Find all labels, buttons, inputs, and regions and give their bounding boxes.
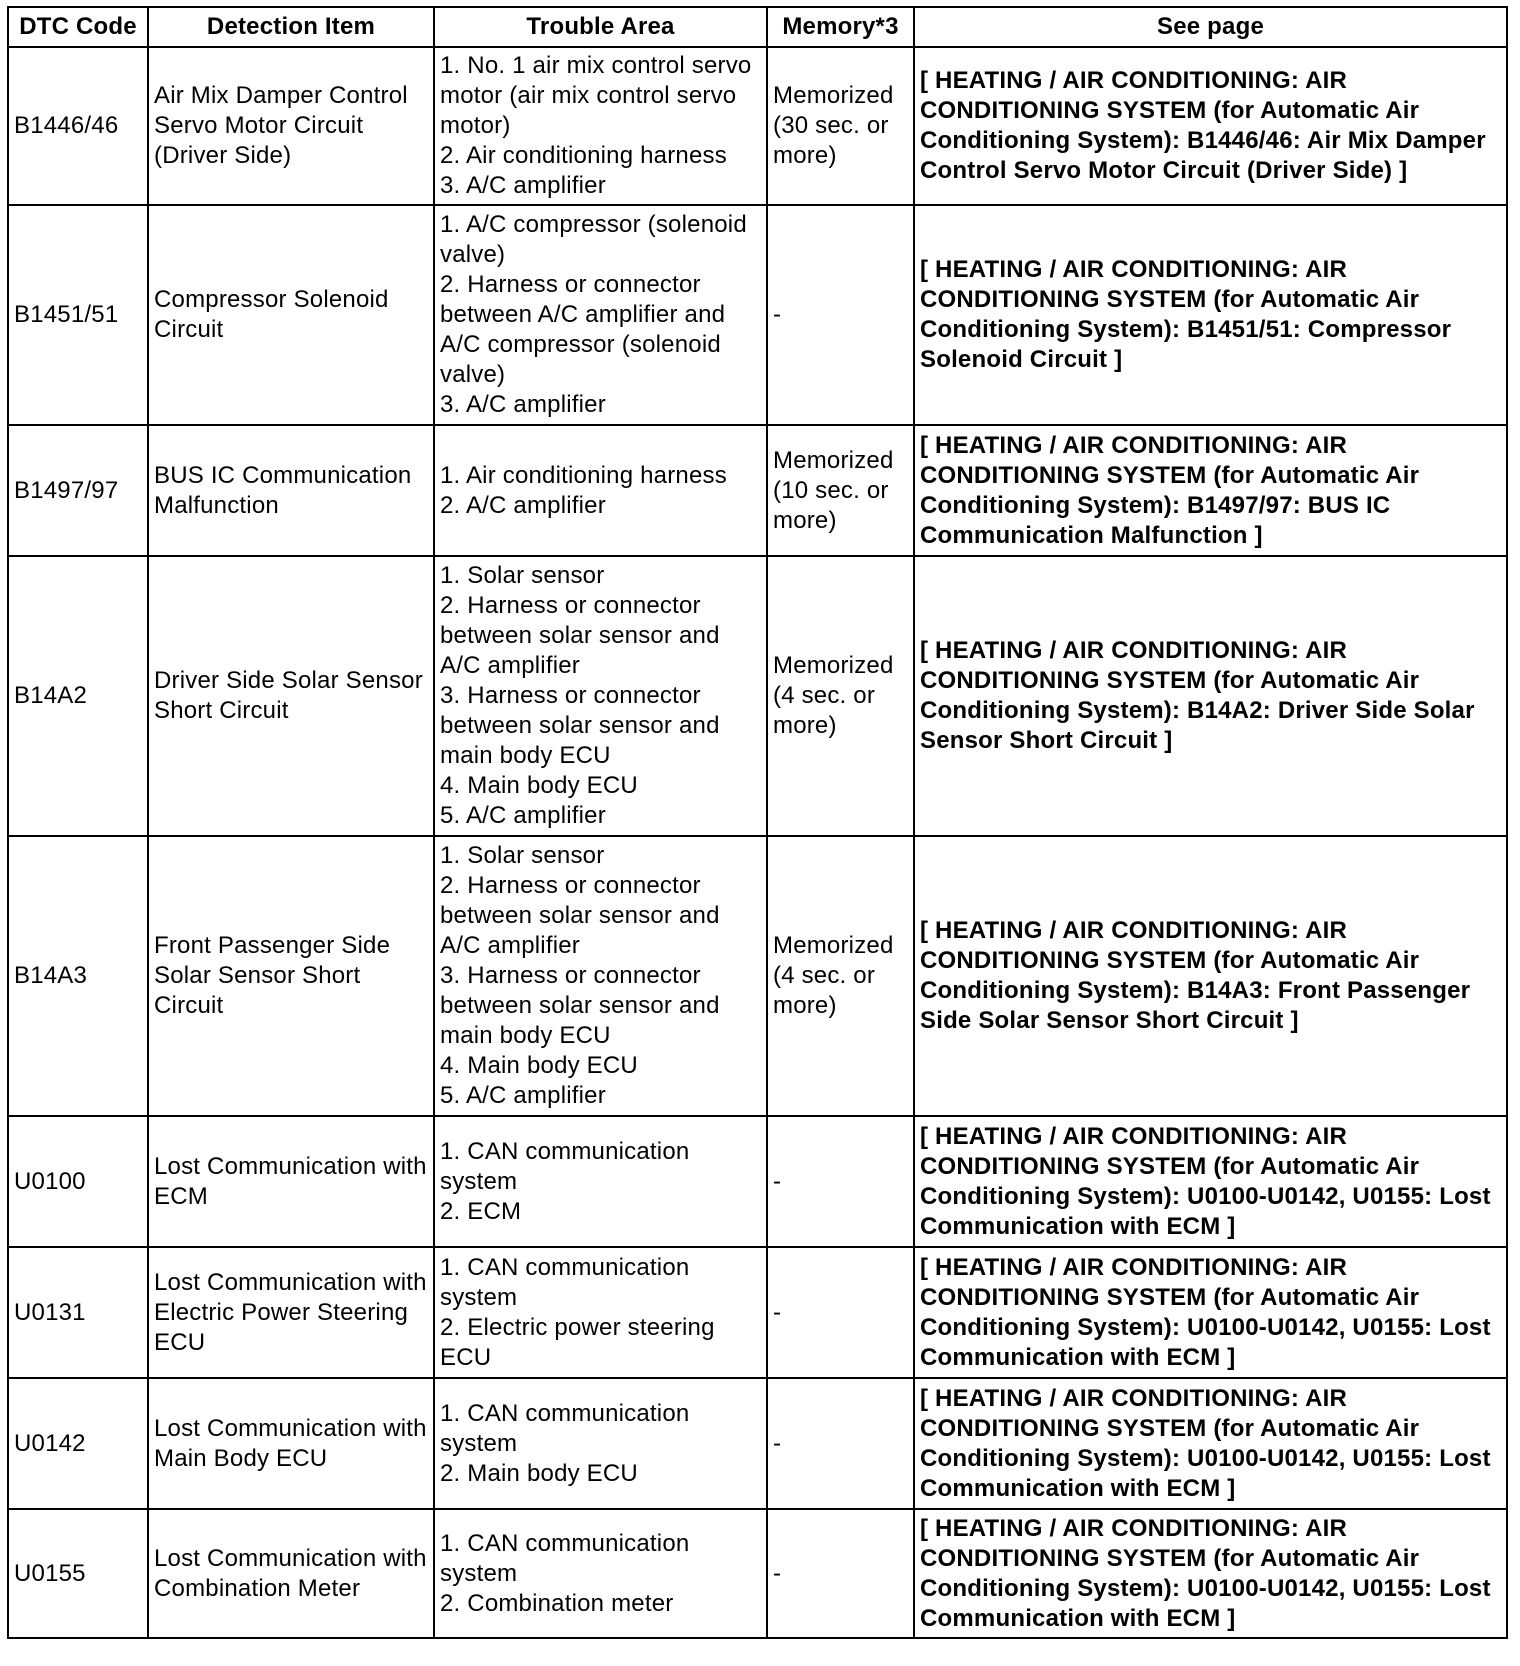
trouble-area-cell (434, 205, 767, 425)
header-memory: Memory*3 (767, 7, 914, 47)
table-row (8, 1378, 1507, 1509)
dtc-table (7, 6, 1508, 1639)
detection-item-cell: Lost Communication with ECM (148, 1116, 434, 1247)
see-page-link[interactable]: [ HEATING / AIR CONDITIONING: AIR CONDITIONING SYSTEM (for Automatic Air Conditioning System): U0100-U0142, U0155: Lost Communication with ECM ] (914, 1247, 1507, 1378)
trouble-area-item: 1. A/C compressor (solenoid valve) (440, 211, 747, 268)
dtc-code-cell: B1497/97 (8, 425, 148, 556)
trouble-area-cell (434, 1509, 767, 1638)
dtc-code-cell: B14A3 (8, 836, 148, 1116)
trouble-area-item: 2. Combination meter (440, 1589, 674, 1617)
dtc-code-cell: U0131 (8, 1247, 148, 1378)
trouble-area-cell (434, 1247, 767, 1378)
dtc-code-cell: B1451/51 (8, 205, 148, 425)
trouble-area-item: 1. CAN communication system (440, 1529, 690, 1587)
table-row (8, 47, 1507, 205)
trouble-area-item: 3. Harness or connector between solar sensor and main body ECU (440, 962, 720, 1049)
memory-cell: Memorized (30 sec. or more) (767, 47, 914, 205)
header-trouble-area: Trouble Area (434, 7, 767, 47)
memory-cell: - (767, 1116, 914, 1247)
table-row (8, 425, 1507, 556)
trouble-area-item: 1. CAN communication system (440, 1399, 690, 1457)
see-page-link[interactable]: [ HEATING / AIR CONDITIONING: AIR CONDITIONING SYSTEM (for Automatic Air Conditioning System): B14A2: Driver Side Solar Sensor Short Circuit ] (914, 556, 1507, 836)
trouble-area-item: 1. Solar sensor (440, 562, 605, 589)
see-page-link[interactable]: [ HEATING / AIR CONDITIONING: AIR CONDITIONING SYSTEM (for Automatic Air Conditioning System): U0100-U0142, U0155: Lost Communication with ECM ] (914, 1378, 1507, 1509)
dtc-code-cell: B1446/46 (8, 47, 148, 205)
dtc-code-cell: B14A2 (8, 556, 148, 836)
table-row (8, 836, 1507, 1116)
see-page-link[interactable]: [ HEATING / AIR CONDITIONING: AIR CONDITIONING SYSTEM (for Automatic Air Conditioning System): U0100-U0142, U0155: Lost Communication with ECM ] (914, 1509, 1507, 1638)
table-row (8, 556, 1507, 836)
see-page-link[interactable]: [ HEATING / AIR CONDITIONING: AIR CONDITIONING SYSTEM (for Automatic Air Conditioning System): B1446/46: Air Mix Damper Control Servo Motor Circuit (Driver Side) ] (914, 47, 1507, 205)
trouble-area-item: 1. CAN communication system (440, 1137, 690, 1195)
dtc-code-cell: U0100 (8, 1116, 148, 1247)
table-row (8, 1247, 1507, 1378)
table-row (8, 1116, 1507, 1247)
table-row (8, 205, 1507, 425)
trouble-area-item: 5. A/C amplifier (440, 802, 606, 829)
see-page-link[interactable]: [ HEATING / AIR CONDITIONING: AIR CONDITIONING SYSTEM (for Automatic Air Conditioning System): B1451/51: Compressor Solenoid Circuit ] (914, 205, 1507, 425)
trouble-area-item: 1. No. 1 air mix control servo motor (air mix control servo motor) (440, 52, 752, 139)
trouble-area-item: 2. A/C amplifier (440, 491, 606, 519)
table-row (8, 1509, 1507, 1638)
trouble-area-item: 5. A/C amplifier (440, 1082, 606, 1109)
detection-item-cell: Front Passenger Side Solar Sensor Short Circuit (148, 836, 434, 1116)
detection-item-cell: Air Mix Damper Control Servo Motor Circuit (Driver Side) (148, 47, 434, 205)
trouble-area-cell (434, 836, 767, 1116)
trouble-area-item: 2. Harness or connector between solar sensor and A/C amplifier (440, 592, 720, 679)
memory-cell: - (767, 1247, 914, 1378)
detection-item-cell: Lost Communication with Electric Power Steering ECU (148, 1247, 434, 1378)
trouble-area-item: 2. Main body ECU (440, 1459, 638, 1487)
dtc-code-cell: U0155 (8, 1509, 148, 1638)
trouble-area-item: 1. Air conditioning harness (440, 461, 727, 489)
trouble-area-item: 3. Harness or connector between solar sensor and main body ECU (440, 682, 720, 769)
header-row (8, 7, 1507, 47)
detection-item-cell: Lost Communication with Combination Meter (148, 1509, 434, 1638)
memory-cell: - (767, 205, 914, 425)
dtc-code-cell: U0142 (8, 1378, 148, 1509)
trouble-area-cell (434, 1116, 767, 1247)
header-detection-item: Detection Item (148, 7, 434, 47)
trouble-area-item: 3. A/C amplifier (440, 391, 606, 418)
trouble-area-item: 1. CAN communication system (440, 1253, 690, 1311)
detection-item-cell: Compressor Solenoid Circuit (148, 205, 434, 425)
see-page-link[interactable]: [ HEATING / AIR CONDITIONING: AIR CONDITIONING SYSTEM (for Automatic Air Conditioning System): B14A3: Front Passenger Side Solar Sensor Short Circuit ] (914, 836, 1507, 1116)
trouble-area-item: 3. A/C amplifier (440, 172, 606, 199)
see-page-link[interactable]: [ HEATING / AIR CONDITIONING: AIR CONDITIONING SYSTEM (for Automatic Air Conditioning System): B1497/97: BUS IC Communication Malfunction ] (914, 425, 1507, 556)
trouble-area-item: 4. Main body ECU (440, 1052, 638, 1079)
detection-item-cell: BUS IC Communication Malfunction (148, 425, 434, 556)
see-page-link[interactable]: [ HEATING / AIR CONDITIONING: AIR CONDITIONING SYSTEM (for Automatic Air Conditioning System): U0100-U0142, U0155: Lost Communication with ECM ] (914, 1116, 1507, 1247)
trouble-area-cell (434, 556, 767, 836)
trouble-area-item: 2. Air conditioning harness (440, 142, 727, 169)
header-dtc-code: DTC Code (8, 7, 148, 47)
memory-cell: Memorized (4 sec. or more) (767, 556, 914, 836)
trouble-area-item: 2. ECM (440, 1197, 522, 1225)
detection-item-cell: Lost Communication with Main Body ECU (148, 1378, 434, 1509)
memory-cell: - (767, 1509, 914, 1638)
trouble-area-item: 1. Solar sensor (440, 842, 605, 869)
trouble-area-item: 2. Electric power steering ECU (440, 1313, 715, 1371)
memory-cell: Memorized (4 sec. or more) (767, 836, 914, 1116)
detection-item-cell: Driver Side Solar Sensor Short Circuit (148, 556, 434, 836)
memory-cell: Memorized (10 sec. or more) (767, 425, 914, 556)
trouble-area-item: 2. Harness or connector between solar sensor and A/C amplifier (440, 872, 720, 959)
trouble-area-item: 4. Main body ECU (440, 772, 638, 799)
trouble-area-item: 2. Harness or connector between A/C amplifier and A/C compressor (solenoid valve) (440, 271, 726, 388)
trouble-area-cell (434, 425, 767, 556)
trouble-area-cell (434, 47, 767, 205)
trouble-area-cell (434, 1378, 767, 1509)
memory-cell: - (767, 1378, 914, 1509)
header-see-page: See page (914, 7, 1507, 47)
